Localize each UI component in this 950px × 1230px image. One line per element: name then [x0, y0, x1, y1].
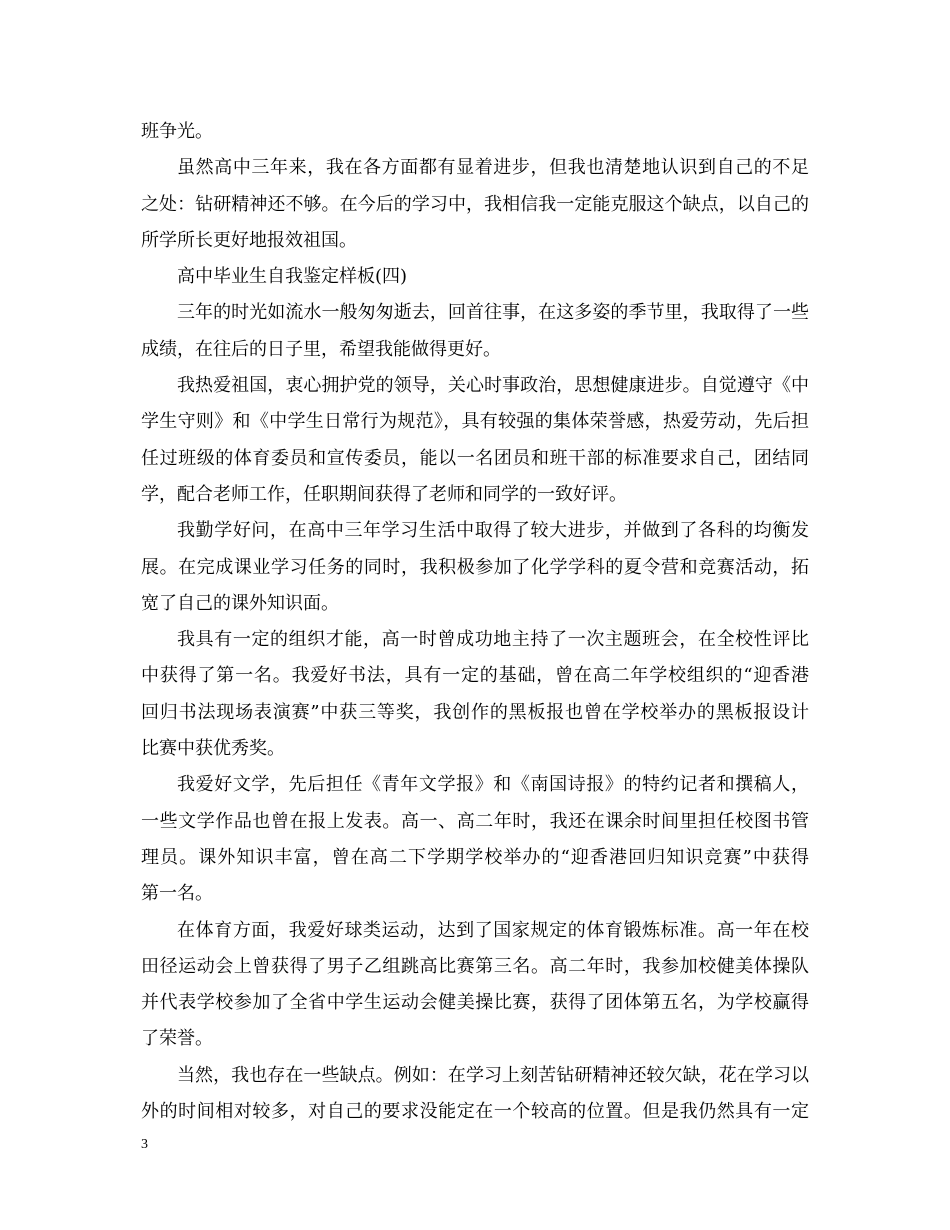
text-line: 三年的时光如流水一般匆匆逝去，回首往事，在这多姿的季节里，我取得了一些 — [177, 302, 809, 324]
text-line: 第一名。 — [141, 883, 213, 905]
text-line: 了荣誉。 — [141, 1028, 213, 1050]
text-line: 高中毕业生自我鉴定样板(四) — [177, 266, 408, 288]
text-line: 我具有一定的组织才能，高一时曾成功地主持了一次主题班会，在全校性评比 — [177, 629, 809, 651]
text-line: 虽然高中三年来，我在各方面都有显着进步，但我也清楚地认识到自己的不足 — [177, 157, 809, 179]
text-line: 任过班级的体育委员和宣传委员，能以一名团员和班干部的标准要求自己，团结同 — [141, 447, 809, 469]
text-line: 外的时间相对较多，对自己的要求没能定在一个较高的位置。但是我仍然具有一定 — [141, 1101, 809, 1123]
text-line: 在体育方面，我爱好球类运动，达到了国家规定的体育锻炼标准。高一年在校 — [177, 919, 809, 941]
document-body — [141, 114, 809, 1130]
text-line: 并代表学校参加了全省中学生运动会健美操比赛，获得了团体第五名，为学校赢得 — [141, 992, 809, 1014]
text-line: 理员。课外知识丰富，曾在高二下学期学校举办的“迎香港回归知识竞赛”中获得 — [141, 846, 809, 868]
text-line: 宽了自己的课外知识面。 — [141, 592, 339, 614]
text-line: 回归书法现场表演赛”中获三等奖，我创作的黑板报也曾在学校举办的黑板报设计 — [141, 701, 809, 723]
text-line: 比赛中获优秀奖。 — [141, 738, 285, 760]
text-line: 我爱好文学，先后担任《青年文学报》和《南国诗报》的特约记者和撰稿人， — [177, 774, 809, 796]
text-line: 我热爱祖国，衷心拥护党的领导，关心时事政治，思想健康进步。自觉遵守《中 — [177, 375, 809, 397]
text-line: 当然，我也存在一些缺点。例如：在学习上刻苦钻研精神还较欠缺，花在学习以 — [177, 1064, 809, 1086]
page-number: 3 — [141, 1137, 148, 1152]
text-line: 成绩，在往后的日子里，希望我能做得更好。 — [141, 338, 501, 360]
text-line: 中获得了第一名。我爱好书法，具有一定的基础，曾在高二年学校组织的“迎香港 — [141, 665, 809, 687]
text-line: 学生守则》和《中学生日常行为规范》，具有较强的集体荣誉感，热爱劳动，先后担 — [141, 411, 809, 433]
text-line: 田径运动会上曾获得了男子乙组跳高比赛第三名。高二年时，我参加校健美体操队 — [141, 955, 809, 977]
text-line: 所学所长更好地报效祖国。 — [141, 229, 357, 251]
text-line: 之处：钻研精神还不够。在今后的学习中，我相信我一定能克服这个缺点，以自己的 — [141, 193, 809, 215]
text-line: 班争光。 — [141, 121, 213, 142]
text-line: 展。在完成课业学习任务的同时，我积极参加了化学学科的夏令营和竞赛活动，拓 — [141, 556, 809, 578]
text-line: 学，配合老师工作，任职期间获得了老师和同学的一致好评。 — [141, 483, 627, 505]
text-line: 我勤学好问，在高中三年学习生活中取得了较大进步，并做到了各科的均衡发 — [177, 520, 809, 542]
text-line: 一些文学作品也曾在报上发表。高一、高二年时，我还在课余时间里担任校图书管 — [141, 810, 809, 832]
